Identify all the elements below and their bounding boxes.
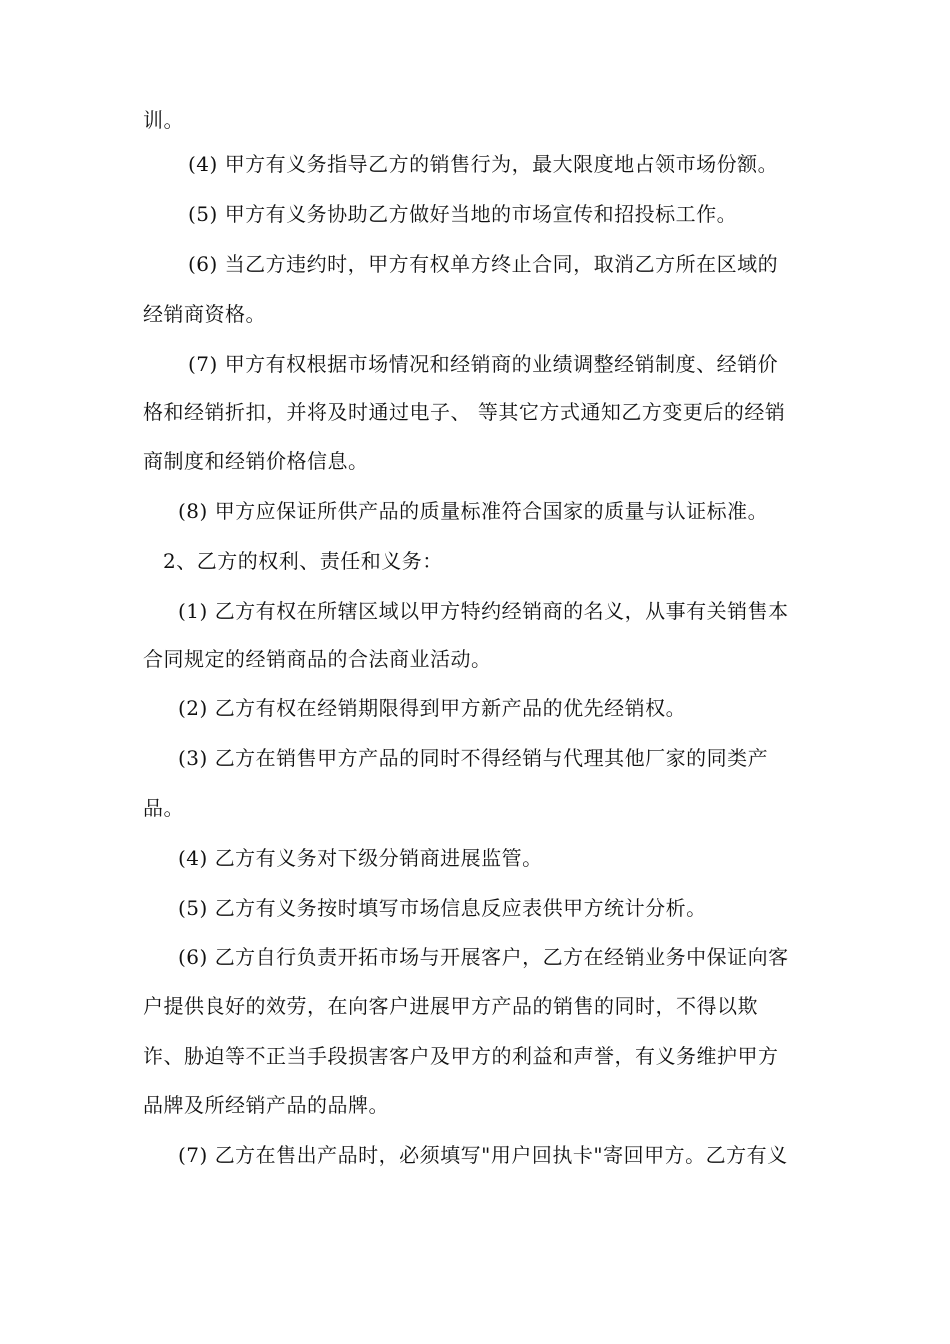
- text-line: 训。: [143, 108, 184, 132]
- text-line: 品牌及所经销产品的品牌。: [143, 1093, 389, 1117]
- text-line: 诈、胁迫等不正当手段损害客户及甲方的利益和声誉，有义务维护甲方: [143, 1044, 779, 1068]
- text-line: (8) 甲方应保证所供产品的质量标准符合国家的质量与认证标准。: [178, 499, 769, 523]
- section-heading: 2、乙方的权利、责任和义务：: [163, 549, 443, 573]
- text-line: 合同规定的经销商品的合法商业活动。: [143, 647, 492, 671]
- text-line: 品。: [143, 796, 184, 820]
- text-line: (3) 乙方在销售甲方产品的同时不得经销与代理其他厂家的同类产: [178, 746, 769, 770]
- text-line: (7) 甲方有权根据市场情况和经销商的业绩调整经销制度、经销价: [188, 352, 779, 376]
- text-line: (5) 乙方有义务按时填写市场信息反应表供甲方统计分析。: [178, 896, 707, 920]
- text-line: (1) 乙方有权在所辖区域以甲方特约经销商的名义，从事有关销售本: [178, 599, 789, 623]
- text-line: 商制度和经销价格信息。: [143, 449, 369, 473]
- text-line: 格和经销折扣，并将及时通过电子、 等其它方式通知乙方变更后的经销: [143, 400, 786, 424]
- text-line: (7) 乙方在售出产品时，必须填写"用户回执卡"寄回甲方。乙方有义: [178, 1143, 788, 1167]
- text-line: 户提供良好的效劳，在向客户进展甲方产品的销售的同时，不得以欺: [143, 994, 758, 1018]
- text-line: (4) 甲方有义务指导乙方的销售行为，最大限度地占领市场份额。: [188, 152, 779, 176]
- text-line: (6) 乙方自行负责开拓市场与开展客户，乙方在经销业务中保证向客: [178, 945, 789, 969]
- text-line: (6) 当乙方违约时，甲方有权单方终止合同，取消乙方所在区域的: [188, 252, 779, 276]
- text-line: 经销商资格。: [143, 302, 266, 326]
- text-line: (5) 甲方有义务协助乙方做好当地的市场宣传和招投标工作。: [188, 202, 738, 226]
- text-line: (4) 乙方有义务对下级分销商进展监管。: [178, 846, 543, 870]
- text-line: (2) 乙方有权在经销期限得到甲方新产品的优先经销权。: [178, 696, 687, 720]
